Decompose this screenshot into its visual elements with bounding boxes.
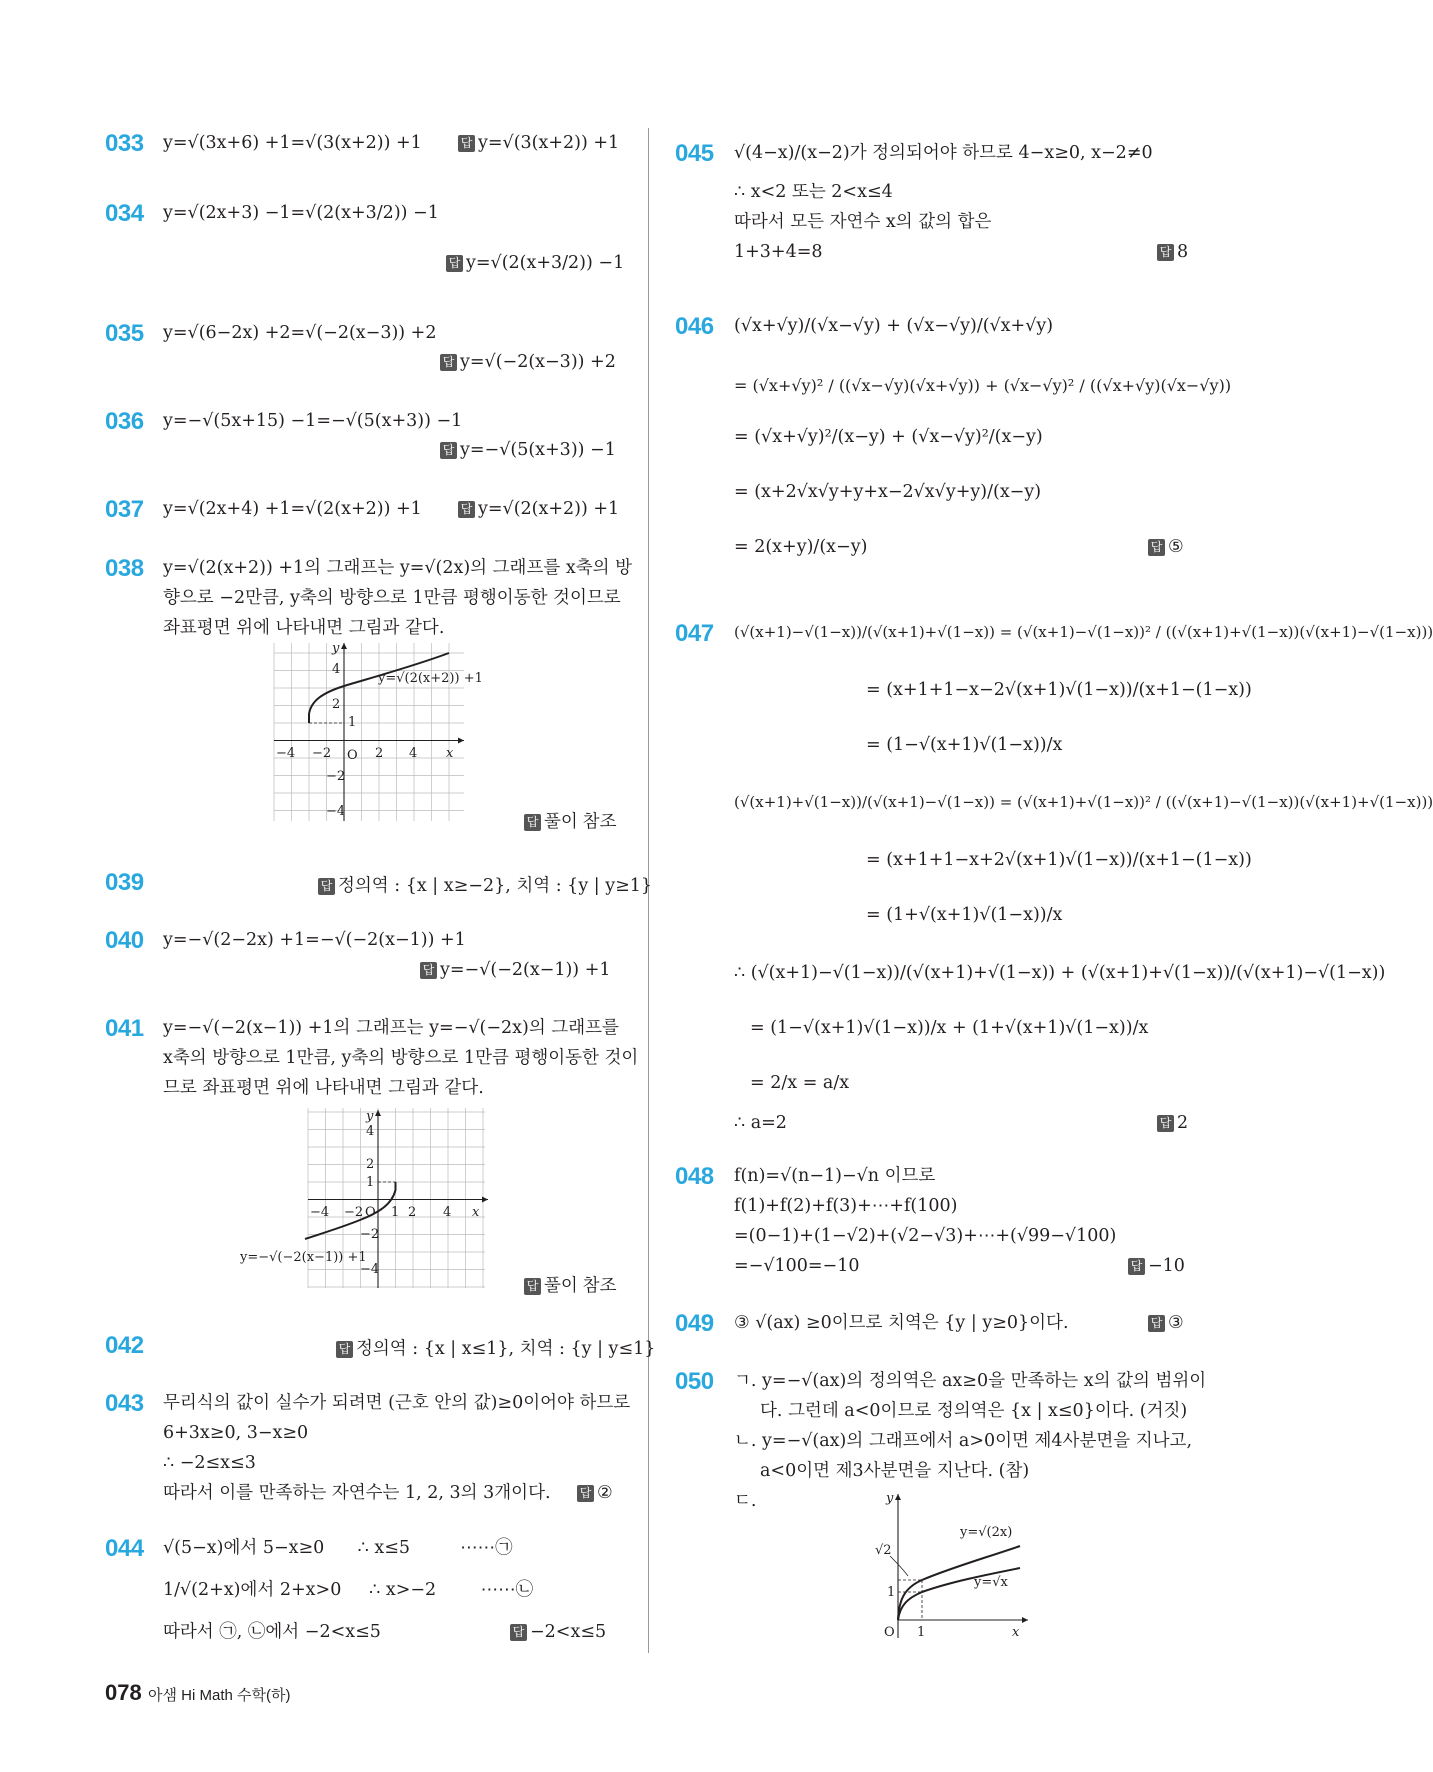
solution-line: ∴ (√(x+1)−√(1−x))/(√(x+1)+√(1−x)) + (√(x+1)+√(1−x))/(√(x+1)−√(1−x)) bbox=[734, 963, 1386, 983]
problem-number: 033 bbox=[105, 130, 144, 157]
page-number: 078 bbox=[105, 1680, 142, 1705]
solution-line: 향으로 −2만큼, y축의 방향으로 1만큼 평행이동한 것이므로 bbox=[163, 588, 621, 608]
solution-line: = (1−√(x+1)√(1−x))/x bbox=[866, 735, 1063, 755]
solution-line: f(1)+f(2)+f(3)+⋯+f(100) bbox=[734, 1196, 958, 1216]
answer bbox=[524, 808, 616, 833]
tick-label: −4 bbox=[310, 1205, 330, 1220]
answer-badge: 답 bbox=[1128, 1258, 1145, 1275]
answer-badge: 답 bbox=[524, 814, 541, 831]
solution-line: y=√(2x+3) −1=√(2(x+3/2)) −1 bbox=[163, 203, 439, 223]
answer-badge: 답 bbox=[1148, 539, 1165, 556]
answer bbox=[336, 1335, 655, 1360]
solution-line: ∴ a=2 bbox=[734, 1113, 787, 1133]
answer-badge: 답 bbox=[1148, 1315, 1165, 1332]
origin-label: O bbox=[365, 1205, 376, 1220]
solution-line: y=−√(2−2x) +1=−√(−2(x−1)) +1 bbox=[163, 930, 466, 950]
answer-badge: 답 bbox=[420, 962, 437, 979]
answer bbox=[1157, 242, 1188, 262]
answer bbox=[458, 133, 619, 153]
answer-badge: 답 bbox=[440, 354, 457, 371]
answer-badge: 답 bbox=[524, 1278, 541, 1295]
answer-text: −2<x≤5 bbox=[530, 1622, 607, 1642]
solution-line: = (x+1+1−x+2√(x+1)√(1−x))/(x+1−(1−x)) bbox=[866, 850, 1252, 870]
tick-label: 1 bbox=[348, 715, 357, 730]
solution-line: = (x+1+1−x−2√(x+1)√(1−x))/(x+1−(1−x)) bbox=[866, 680, 1252, 700]
answer-text: 8 bbox=[1177, 242, 1189, 262]
problem-number: 042 bbox=[105, 1332, 144, 1359]
x-axis-label: x bbox=[1012, 1625, 1020, 1640]
answer bbox=[577, 1483, 613, 1503]
curve-label: y=√(2(x+2)) +1 bbox=[378, 671, 483, 686]
answer-badge: 답 bbox=[336, 1341, 353, 1358]
solution-line: =−√100=−10 bbox=[734, 1256, 860, 1276]
answer-text: 풀이 참조 bbox=[544, 811, 617, 831]
answer-badge: 답 bbox=[446, 255, 463, 272]
tick-label: 1 bbox=[391, 1205, 400, 1220]
answer bbox=[420, 960, 611, 980]
answer bbox=[458, 499, 619, 519]
solution-line: f(n)=√(n−1)−√n 이므로 bbox=[734, 1166, 936, 1186]
answer bbox=[1148, 1313, 1184, 1333]
answer bbox=[510, 1622, 606, 1642]
tick-label: −4 bbox=[326, 804, 346, 819]
solution-line: (√(x+1)−√(1−x))/(√(x+1)+√(1−x)) = (√(x+1)−√(1−x))² / ((√(x+1)+√(1−x))(√(x+1)−√(1−x))) bbox=[734, 623, 1433, 641]
tick-label: −2 bbox=[344, 1205, 364, 1220]
answer-text: 정의역 : {x | x≤1}, 치역 : {y | y≤1} bbox=[356, 1339, 656, 1359]
origin-label: O bbox=[347, 748, 358, 763]
problem-number: 038 bbox=[105, 555, 144, 582]
solution-line: a<0이면 제3사분면을 지난다. (참) bbox=[760, 1461, 1030, 1481]
graph-041 bbox=[240, 1108, 490, 1288]
problem-number: 050 bbox=[675, 1368, 714, 1395]
tick-label: 2 bbox=[366, 1157, 375, 1172]
answer-badge: 답 bbox=[510, 1624, 527, 1641]
solution-line: =(0−1)+(1−√2)+(√2−√3)+⋯+(√99−√100) bbox=[734, 1226, 1117, 1246]
y-axis-label: y bbox=[886, 1491, 894, 1506]
answer-badge: 답 bbox=[318, 878, 335, 895]
solution-line: 1/√(2+x)에서 2+x>0 ∴ x>−2 ⋯⋯㉡ bbox=[163, 1580, 534, 1600]
solution-line: 므로 좌표평면 위에 나타내면 그림과 같다. bbox=[163, 1078, 484, 1098]
answer-text: y=−√(5(x+3)) −1 bbox=[460, 440, 616, 460]
answer-badge: 답 bbox=[458, 501, 475, 518]
problem-number: 043 bbox=[105, 1390, 144, 1417]
answer bbox=[440, 352, 616, 372]
tick-label: −2 bbox=[360, 1227, 380, 1242]
answer bbox=[524, 1272, 616, 1297]
tick-label: −4 bbox=[360, 1262, 380, 1277]
answer bbox=[440, 440, 616, 460]
solution-line: (√x+√y)/(√x−√y) + (√x−√y)/(√x+√y) bbox=[734, 316, 1054, 336]
tick-label: 4 bbox=[332, 662, 341, 677]
answer bbox=[318, 872, 652, 897]
sqrt2-label: √2 bbox=[875, 1543, 892, 1558]
solution-line: ③ √(ax) ≥0이므로 치역은 {y | y≥0}이다. bbox=[734, 1313, 1069, 1333]
solution-line: y=√(2x+4) +1=√(2(x+2)) +1 bbox=[163, 499, 422, 519]
solution-line: x축의 방향으로 1만큼, y축의 방향으로 1만큼 평행이동한 것이 bbox=[163, 1048, 639, 1068]
y-axis-label: y bbox=[332, 641, 340, 656]
answer-text: ③ bbox=[1168, 1313, 1184, 1333]
x-axis-label: x bbox=[472, 1205, 480, 1220]
tick-label: 4 bbox=[443, 1205, 452, 1220]
y-axis-label: y bbox=[366, 1109, 374, 1124]
solution-line: ㄷ. bbox=[734, 1491, 757, 1511]
answer-text: y=√(2(x+3/2)) −1 bbox=[466, 253, 625, 273]
upper-curve-label: y=√(2x) bbox=[960, 1525, 1013, 1540]
answer-badge: 답 bbox=[440, 442, 457, 459]
answer-text: ⑤ bbox=[1168, 537, 1184, 557]
solution-line: √(4−x)/(x−2)가 정의되어야 하므로 4−x≥0, x−2≠0 bbox=[734, 143, 1153, 163]
solution-line: = (√x+√y)²/(x−y) + (√x−√y)²/(x−y) bbox=[734, 427, 1043, 447]
tick-label: −4 bbox=[276, 746, 296, 761]
answer-badge: 답 bbox=[1157, 244, 1174, 261]
problem-number: 045 bbox=[675, 140, 714, 167]
problem-number: 034 bbox=[105, 200, 144, 227]
tick-label: 1 bbox=[366, 1175, 375, 1190]
answer bbox=[446, 253, 624, 273]
problem-number: 048 bbox=[675, 1163, 714, 1190]
answer-text: y=√(−2(x−3)) +2 bbox=[460, 352, 616, 372]
solution-line: 무리식의 값이 실수가 되려면 (근호 안의 값)≥0이어야 하므로 bbox=[163, 1393, 631, 1413]
solution-line: 따라서 이를 만족하는 자연수는 1, 2, 3의 3개이다. bbox=[163, 1483, 551, 1503]
solution-line: = (x+2√x√y+y+x−2√x√y+y)/(x−y) bbox=[734, 482, 1042, 502]
problem-number: 049 bbox=[675, 1310, 714, 1337]
solution-line: = (1−√(x+1)√(1−x))/x + (1+√(x+1)√(1−x))/x bbox=[750, 1018, 1149, 1038]
tick-label: 2 bbox=[408, 1205, 417, 1220]
answer bbox=[1148, 537, 1184, 557]
solution-line: y=√(6−2x) +2=√(−2(x−3)) +2 bbox=[163, 323, 437, 343]
answer bbox=[1157, 1113, 1188, 1133]
answer-text: 풀이 참조 bbox=[544, 1275, 617, 1295]
problem-number: 039 bbox=[105, 869, 144, 896]
answer-badge: 답 bbox=[577, 1485, 594, 1502]
solution-line: y=√(3x+6) +1=√(3(x+2)) +1 bbox=[163, 133, 422, 153]
answer-text: y=√(2(x+2)) +1 bbox=[478, 499, 620, 519]
book-title: 아샘 Hi Math 수학(하) bbox=[148, 1687, 291, 1704]
problem-number: 044 bbox=[105, 1535, 144, 1562]
tick-label: 4 bbox=[366, 1124, 375, 1139]
solution-line: = (√x+√y)² / ((√x−√y)(√x+√y)) + (√x−√y)² / ((√x+√y)(√x−√y)) bbox=[734, 376, 1232, 395]
solution-line: ㄱ. y=−√(ax)의 정의역은 ax≥0을 만족하는 x의 값의 범위이 bbox=[734, 1371, 1207, 1391]
solution-line: 따라서 ㉠, ㉡에서 −2<x≤5 bbox=[163, 1622, 381, 1642]
solution-line: ㄴ. y=−√(ax)의 그래프에서 a>0이면 제4사분면을 지나고, bbox=[734, 1431, 1193, 1451]
solution-line: 6+3x≥0, 3−x≥0 bbox=[163, 1423, 309, 1443]
solution-line: ∴ x<2 또는 2<x≤4 bbox=[734, 182, 893, 202]
graph-038 bbox=[274, 641, 483, 821]
graph-050 bbox=[860, 1490, 1030, 1640]
answer-text: 정의역 : {x | x≥−2}, 치역 : {y | y≥1} bbox=[338, 876, 653, 896]
solution-line: y=−√(5x+15) −1=−√(5(x+3)) −1 bbox=[163, 411, 463, 431]
solution-line: ∴ −2≤x≤3 bbox=[163, 1453, 256, 1473]
problem-number: 037 bbox=[105, 496, 144, 523]
origin-label: O bbox=[884, 1625, 895, 1640]
answer-text: y=√(3(x+2)) +1 bbox=[478, 133, 620, 153]
x-axis-label: x bbox=[446, 746, 454, 761]
tick-label: −2 bbox=[326, 769, 346, 784]
answer-text: −10 bbox=[1148, 1256, 1185, 1276]
tick-label: 4 bbox=[409, 746, 418, 761]
solution-line: 따라서 모든 자연수 x의 값의 합은 bbox=[734, 212, 992, 232]
answer-text: y=−√(−2(x−1)) +1 bbox=[440, 960, 611, 980]
tick-label: 1 bbox=[887, 1585, 896, 1600]
answer bbox=[1128, 1256, 1185, 1276]
answer-badge: 답 bbox=[1157, 1115, 1174, 1132]
answer-badge: 답 bbox=[458, 135, 475, 152]
problem-number: 047 bbox=[675, 620, 714, 647]
answer-text: ② bbox=[597, 1483, 613, 1503]
problem-number: 040 bbox=[105, 927, 144, 954]
tick-label: −2 bbox=[312, 746, 332, 761]
problem-number: 046 bbox=[675, 313, 714, 340]
lower-curve-label: y=√x bbox=[974, 1575, 1008, 1590]
solution-line: (√(x+1)+√(1−x))/(√(x+1)−√(1−x)) = (√(x+1)+√(1−x))² / ((√(x+1)−√(1−x))(√(x+1)+√(1−x))) bbox=[734, 793, 1433, 811]
solution-line: 다. 그런데 a<0이므로 정의역은 {x | x≤0}이다. (거짓) bbox=[760, 1401, 1188, 1421]
tick-label: 1 bbox=[917, 1625, 926, 1640]
solution-line: y=√(2(x+2)) +1의 그래프는 y=√(2x)의 그래프를 x축의 방 bbox=[163, 558, 632, 578]
tick-label: 2 bbox=[332, 697, 341, 712]
solution-line: 1+3+4=8 bbox=[734, 242, 823, 262]
solution-line: = (1+√(x+1)√(1−x))/x bbox=[866, 905, 1063, 925]
solution-line: 좌표평면 위에 나타내면 그림과 같다. bbox=[163, 618, 445, 638]
tick-label: 2 bbox=[375, 746, 384, 761]
solution-line: = 2(x+y)/(x−y) bbox=[734, 537, 868, 557]
problem-number: 041 bbox=[105, 1015, 144, 1042]
solution-line: y=−√(−2(x−1)) +1의 그래프는 y=−√(−2x)의 그래프를 bbox=[163, 1018, 619, 1038]
problem-number: 036 bbox=[105, 408, 144, 435]
problem-number: 035 bbox=[105, 320, 144, 347]
solution-line: √(5−x)에서 5−x≥0 ∴ x≤5 ⋯⋯㉠ bbox=[163, 1538, 513, 1558]
solution-line: = 2/x = a/x bbox=[750, 1073, 850, 1093]
curve-label: y=−√(−2(x−1)) +1 bbox=[240, 1250, 367, 1265]
answer-text: 2 bbox=[1177, 1113, 1189, 1133]
